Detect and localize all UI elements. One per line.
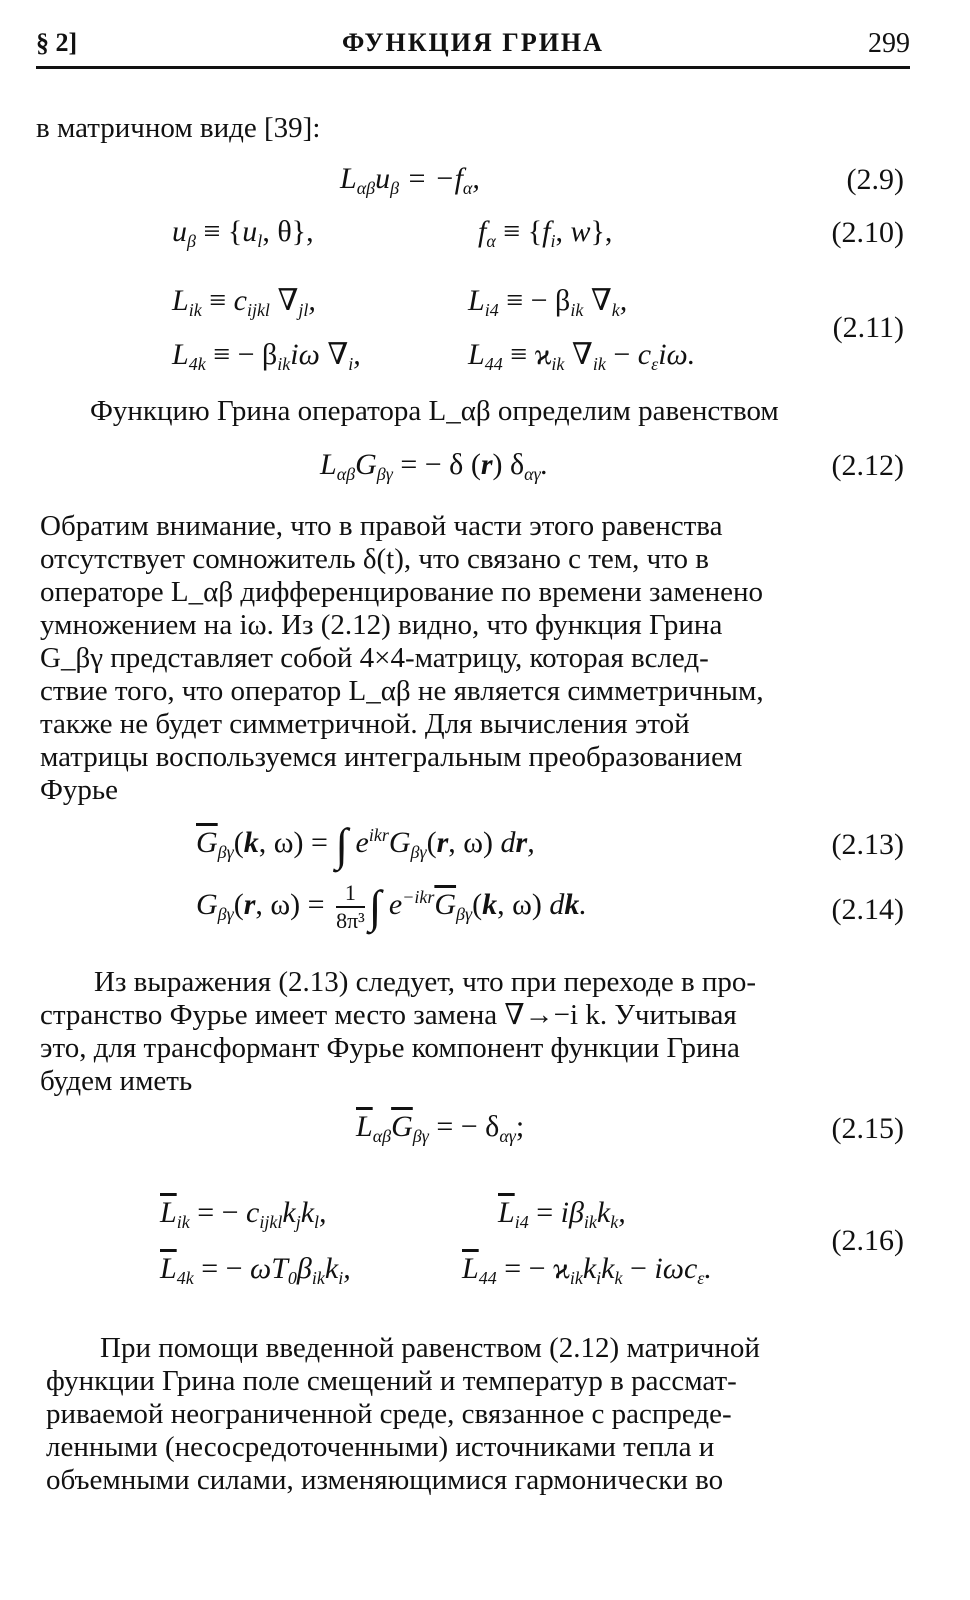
fourier-line: странство Фурье имеет место замена ∇→−i k. Учитывая [40, 999, 737, 1031]
equation-2-12: $L_{\alpha\beta}G_{\beta\gamma}$ = − δ (r) $\delta_{\alpha\gamma}$. [320, 448, 549, 484]
final-paragraph [46, 1332, 920, 1497]
remark-line: также не будет симметричной. Для вычисления этой [40, 708, 690, 740]
fourier-line: это, для трансформант Фурье компонент функции Грина [40, 1032, 740, 1064]
remark-line: матрицы воспользуемся интегральным преобразованием [40, 741, 743, 773]
header-rule [36, 66, 910, 69]
equation-2-11a: $L_{ik} \equiv c_{ijkl}$ $\nabla_{jl}$, [172, 284, 316, 320]
equation-2-16d: $\overline{L}_{44}$ = − $ϰ_{ik}k_ik_k - i\omega c_\varepsilon$. [462, 1252, 712, 1288]
equation-2-10a: $u_\beta \equiv \{u_l$, θ}, [172, 215, 314, 251]
final-line: функции Грина поле смещений и температур в рассмат- [46, 1365, 737, 1397]
eq-number-2-16: (2.16) [831, 1224, 904, 1257]
fourier-line: будем иметь [40, 1065, 193, 1097]
remark-line: Фурье [40, 774, 119, 806]
equation-2-14: $G_{\beta\gamma}(r$, ω) = $\frac{1}{\text{8π³}}$ ∫ $e^{-ikr}\overline{G}_{\beta\gamma}(k$, ω) dk. [196, 880, 587, 933]
running-title: ФУНКЦИЯ ГРИНА [342, 28, 604, 57]
remark-paragraph [40, 510, 908, 807]
equation-2-11b: $L_{i4}$ ≡ − $\beta_{ik}$ $\nabla_k$, [468, 284, 628, 320]
final-line: При помощи введенной равенством (2.12) матричной [100, 1332, 760, 1364]
eq-number-2-15: (2.15) [831, 1112, 904, 1145]
remark-line: операторе L_αβ дифференцирование по времени заменено [40, 576, 763, 608]
remark-line: умножением на iω. Из (2.12) видно, что функция Грина [40, 609, 723, 641]
remark-line: Обратим внимание, что в правой части этого равенства [40, 510, 723, 542]
fourier-paragraph [40, 966, 908, 1098]
intro-text: в матричном виде [39]: [36, 112, 321, 144]
equation-2-10b: $f_\alpha \equiv \{f_i$, w}, [478, 215, 613, 251]
remark-line: G_βγ представляет собой 4×4-матрицу, которая вслед- [40, 642, 709, 674]
equation-2-9: $L_{\alpha\beta}u_\beta = -f_\alpha$, [340, 162, 480, 198]
equation-2-16b: $\overline{L}_{i4} = i\beta_{ik}k_k$, [498, 1196, 626, 1232]
remark-line: ствие того, что оператор L_αβ не является симметричным, [40, 675, 764, 707]
eq-number-2-12: (2.12) [831, 449, 904, 482]
final-line: объемными силами, изменяющимися гармонически во [46, 1464, 724, 1496]
eq-number-2-11: (2.11) [832, 311, 904, 344]
equation-2-11d: $L_{44} \equiv ϰ_{ik}$ $\nabla_{ik} - c_\varepsilon i\omega$. [468, 338, 696, 374]
page-number: 299 [868, 28, 910, 59]
equation-2-16a: $\overline{L}_{ik}$ = − $c_{ijkl}k_jk_l$, [160, 1196, 327, 1232]
equation-2-13: $\overline{G}_{\beta\gamma}(k$, ω) = ∫ $e^{ikr}G_{\beta\gamma}(r$, ω) dr, [196, 819, 535, 870]
remark-line: отсутствует сомножитель δ(t), что связано с тем, что в [40, 543, 709, 575]
running-header [36, 22, 910, 70]
eq-number-2-13: (2.13) [831, 828, 904, 861]
equation-2-15: $\overline{L}_{\alpha\beta}\overline{G}_{\beta\gamma}$ = − $\delta_{\alpha\gamma}$; [356, 1110, 525, 1146]
section-marker: § 2] [36, 28, 78, 57]
equation-2-16c: $\overline{L}_{4k}$ = − $\omega T_0\beta_{ik}k_i$, [160, 1252, 351, 1288]
equation-2-11c: $L_{4k}$ ≡ − $\beta_{ik}i\omega$ $\nabla_i$, [172, 338, 361, 374]
eq-number-2-9: (2.9) [846, 163, 904, 196]
final-line: ленными (несосредоточенными) источниками тепла и [46, 1431, 715, 1463]
fourier-line: Из выражения (2.13) следует, что при переходе в про- [94, 966, 757, 998]
green-definition-text: Функцию Грина оператора L_αβ определим равенством [90, 395, 779, 427]
eq-number-2-14: (2.14) [831, 893, 904, 926]
eq-number-2-10: (2.10) [831, 216, 904, 249]
final-line: риваемой неограниченной среде, связанное с распреде- [46, 1398, 732, 1430]
